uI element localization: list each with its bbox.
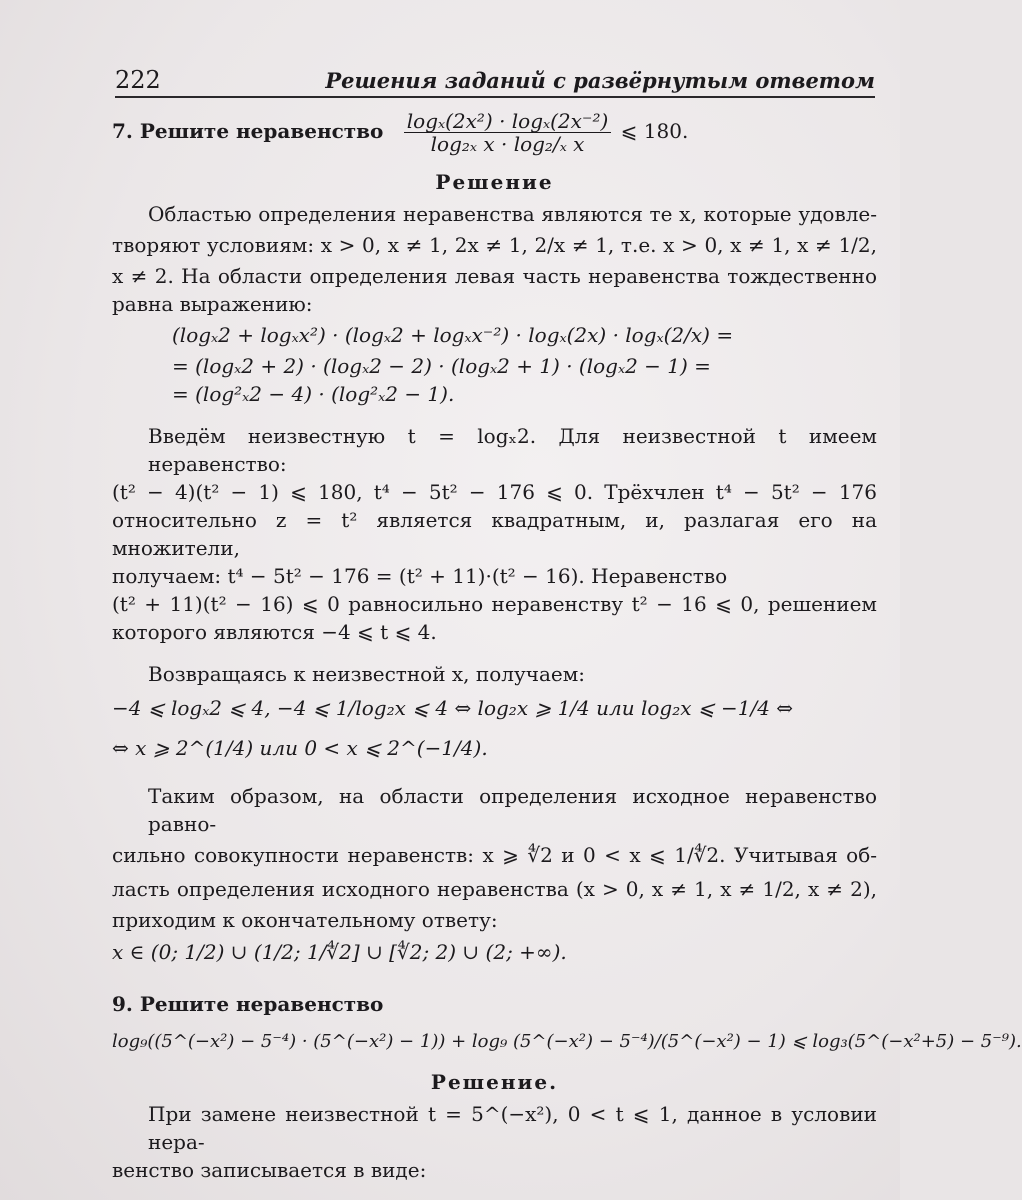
solution-heading-7: Решение: [435, 170, 554, 194]
equation-line: = (log²ₓ2 − 4) · (log²ₓ2 − 1).: [172, 382, 455, 406]
running-title: Решения заданий с развёрнутым ответом: [325, 68, 875, 93]
text-line: относительно z = t² является квадратным, и, разлагая его на множители,: [112, 508, 877, 560]
equation-line: ⇔ x ⩾ 2^(1/4) или 0 < x ⩽ 2^(−1/4).: [112, 736, 488, 760]
text-line: получаем: t⁴ − 5t² − 176 = (t² + 11)·(t² − 16). Неравенство: [112, 564, 728, 588]
text-line: венство записывается в виде:: [112, 1158, 427, 1182]
problem-7-denominator: log₂ₓ x · log₂/ₓ x: [430, 132, 585, 156]
solution-heading-9: Решение.: [430, 1070, 559, 1094]
problem-7-fraction: [404, 110, 612, 155]
text-line: Областью определения неравенства являются те x, которые удовле-: [148, 202, 877, 226]
problem-7-numerator: logₓ(2x²) · logₓ(2x⁻²): [404, 110, 612, 133]
text-line: Введём неизвестную t = logₓ2. Для неизвестной t имеем неравенство:: [148, 424, 877, 476]
text-line: творяют условиям: x > 0, x ≠ 1, 2x ≠ 1, 2/x ≠ 1, т.е. x > 0, x ≠ 1, x ≠ 1/2,: [112, 233, 877, 257]
page-content: [112, 109, 1022, 1184]
text-line: При замене неизвестной t = 5^(−x²), 0 < t ⩽ 1, данное в условии нера-: [148, 1102, 877, 1154]
text-line: Таким образом, на области определения исходное неравенство равно-: [148, 784, 877, 836]
problem-7-label: 7. Решите неравенство: [112, 119, 384, 143]
equation-line: −4 ⩽ logₓ2 ⩽ 4, −4 ⩽ 1/log₂x ⩽ 4 ⇔ log₂x ⩾ 1/4 или log₂x ⩽ −1/4 ⇔: [112, 696, 794, 720]
page-header: [115, 66, 875, 98]
problem-7-statement: [112, 110, 877, 166]
text-line: (t² + 11)(t² − 16) ⩽ 0 равносильно неравенству t² − 16 ⩽ 0, решением: [112, 592, 877, 616]
text-line: равна выражению:: [112, 292, 313, 316]
text-line: x ≠ 2. На области определения левая часть неравенства тождественно: [112, 264, 877, 288]
problem-9-statement: log₉((5^(−x²) − 5⁻⁴) · (5^(−x²) − 1)) + log₉ (5^(−x²) − 5⁻⁴)/(5^(−x²) − 1) ⩽ log₃(5^(−x²+5) − 5⁻⁹).: [112, 1031, 1022, 1052]
answer-line: x ∈ (0; 1/2) ∪ (1/2; 1/∜2] ∪ [∜2; 2) ∪ (2; +∞).: [112, 940, 567, 964]
equation-line: (logₓ2 + logₓx²) · (logₓ2 + logₓx⁻²) · logₓ(2x) · logₓ(2/x) =: [172, 323, 734, 347]
text-line: сильно совокупности неравенств: x ⩾ ∜2 и 0 < x ⩽ 1/∜2. Учитывая об-: [112, 843, 877, 867]
problem-7-rhs: ⩽ 180.: [620, 119, 689, 143]
page-number: 222: [115, 66, 161, 94]
equation-line: = (logₓ2 + 2) · (logₓ2 − 2) · (logₓ2 + 1) · (logₓ2 − 1) =: [172, 354, 711, 378]
text-line: (t² − 4)(t² − 1) ⩽ 180, t⁴ − 5t² − 176 ⩽ 0. Трёхчлен t⁴ − 5t² − 176: [112, 480, 877, 504]
problem-9-label: 9. Решите неравенство: [112, 992, 384, 1016]
text-line: приходим к окончательному ответу:: [112, 908, 498, 932]
text-line: которого являются −4 ⩽ t ⩽ 4.: [112, 620, 437, 644]
text-line: Возвращаясь к неизвестной x, получаем:: [148, 662, 586, 686]
text-line: ласть определения исходного неравенства (x > 0, x ≠ 1, x ≠ 1/2, x ≠ 2),: [112, 877, 877, 901]
